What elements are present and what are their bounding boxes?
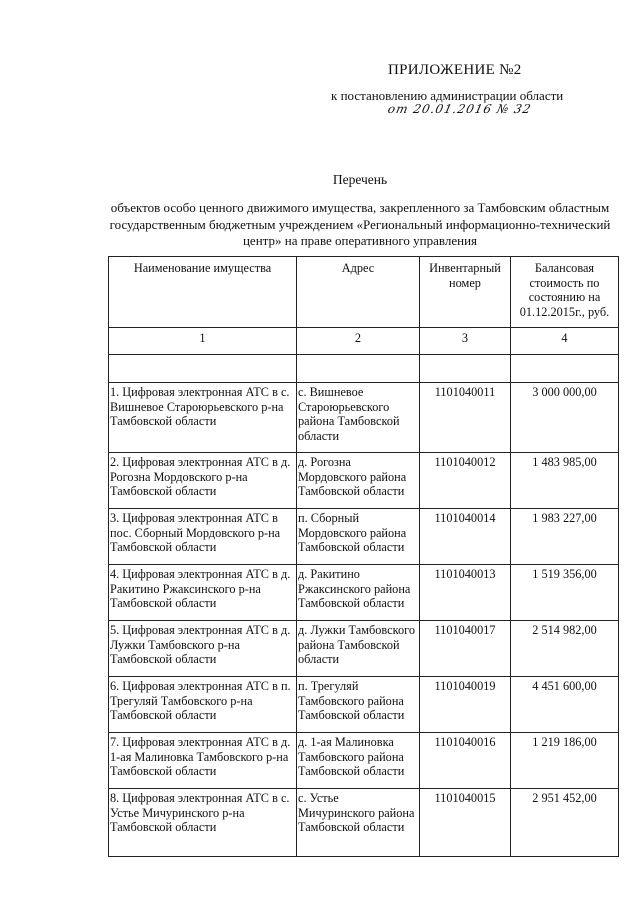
column-number-row xyxy=(109,328,619,355)
asset-rows xyxy=(109,383,619,857)
asset-name: 5. Цифровая электронная АТС в д. Лужки Тамбовского р-на Тамбовской области xyxy=(109,621,297,677)
table-row xyxy=(109,677,619,733)
asset-address: д. Лужки Тамбовского района Тамбовской области xyxy=(297,621,420,677)
asset-name: 4. Цифровая электронная АТС в д. Ракитино Ржаксинского р-на Тамбовской области xyxy=(109,565,297,621)
table-row xyxy=(109,383,619,453)
handwritten-date-number: от 20.01.2016 № 32 xyxy=(386,102,533,116)
column-number: 2 xyxy=(297,328,420,355)
inventory-number: 1101040014 xyxy=(420,509,511,565)
asset-name: 2. Цифровая электронная АТС в д. Рогозна Мордовского р-на Тамбовской области xyxy=(109,453,297,509)
table-row xyxy=(109,509,619,565)
table-header-row xyxy=(109,257,619,328)
balance-value: 1 483 985,00 xyxy=(511,453,619,509)
appendix-reference: к постановлению администрации области xyxy=(331,88,564,103)
asset-name: 6. Цифровая электронная АТС в п. Трегуляй Тамбовского р-на Тамбовской области xyxy=(109,677,297,733)
balance-value: 2 514 982,00 xyxy=(511,621,619,677)
balance-value: 2 951 452,00 xyxy=(511,789,619,857)
balance-value: 1 219 186,00 xyxy=(511,733,619,789)
inventory-number: 1101040015 xyxy=(420,789,511,857)
asset-address: с. Устье Мичуринского района Тамбовской области xyxy=(297,789,420,857)
inventory-number: 1101040019 xyxy=(420,677,511,733)
column-number: 1 xyxy=(109,328,297,355)
column-header-inventory: Инвентарный номер xyxy=(420,257,511,328)
column-number: 3 xyxy=(420,328,511,355)
inventory-number: 1101040011 xyxy=(420,383,511,453)
inventory-number: 1101040016 xyxy=(420,733,511,789)
inventory-number: 1101040013 xyxy=(420,565,511,621)
balance-value: 3 000 000,00 xyxy=(511,383,619,453)
column-header-name: Наименование имущества xyxy=(109,257,297,328)
balance-value: 1 983 227,00 xyxy=(511,509,619,565)
balance-value: 4 451 600,00 xyxy=(511,677,619,733)
inventory-number: 1101040017 xyxy=(420,621,511,677)
asset-name: 3. Цифровая электронная АТС в пос. Сборный Мордовского р-на Тамбовской области xyxy=(109,509,297,565)
asset-address: п. Сборный Мордовского района Тамбовской области xyxy=(297,509,420,565)
balance-value: 1 519 356,00 xyxy=(511,565,619,621)
document-subtitle: объектов особо ценного движимого имущества, закрепленного за Тамбовским областным государственным бюджетным учреждением «Региональный информационно-технический центр» на праве оперативного управления xyxy=(109,200,611,248)
asset-name: 8. Цифровая электронная АТС в с. Устье Мичуринского р-на Тамбовской области xyxy=(109,789,297,857)
table-row xyxy=(109,621,619,677)
appendix-title: ПРИЛОЖЕНИЕ №2 xyxy=(388,62,522,78)
asset-address: с. Вишневое Староюрьевского района Тамбовской области xyxy=(297,383,420,453)
table-row xyxy=(109,789,619,857)
spacer-row xyxy=(109,355,619,383)
table-row xyxy=(109,565,619,621)
asset-address: д. Ракитино Ржаксинского района Тамбовской области xyxy=(297,565,420,621)
column-number: 4 xyxy=(511,328,619,355)
table-row xyxy=(109,733,619,789)
column-header-address: Адрес xyxy=(297,257,420,328)
document-title: Перечень xyxy=(332,172,388,187)
asset-name: 7. Цифровая электронная АТС в д. 1-ая Малиновка Тамбовского р-на Тамбовской области xyxy=(109,733,297,789)
column-header-balance: Балансовая стоимость по состоянию на 01.12.2015г., руб. xyxy=(511,257,619,328)
asset-address: д. 1-ая Малиновка Тамбовского района Тамбовской области xyxy=(297,733,420,789)
asset-name: 1. Цифровая электронная АТС в с. Вишневое Староюрьевского р-на Тамбовской области xyxy=(109,383,297,453)
inventory-number: 1101040012 xyxy=(420,453,511,509)
table-row xyxy=(109,453,619,509)
assets-table xyxy=(108,256,619,857)
asset-address: п. Трегуляй Тамбовского района Тамбовской области xyxy=(297,677,420,733)
asset-address: д. Рогозна Мордовского района Тамбовской области xyxy=(297,453,420,509)
